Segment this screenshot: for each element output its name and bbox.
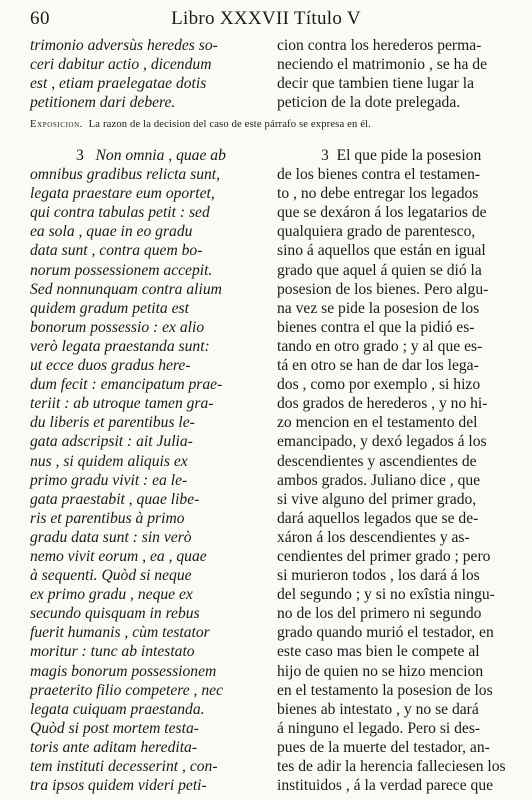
- spanish-line: neciendo el matrimonio , se ha de: [277, 56, 488, 74]
- spanish-line: en el testamento la posesion de los: [277, 681, 493, 699]
- latin-line: norum possessionem accepit.: [30, 261, 213, 279]
- spanish-line: que se dexáron á los legatarios de: [277, 204, 487, 222]
- latin-line: legata praestare eum oportet,: [30, 185, 215, 203]
- spanish-line: si vive alguno del primer grado,: [277, 490, 477, 508]
- latin-paragraph-3: [30, 146, 262, 795]
- spanish-line: ambos grados. Juliano dice , que: [277, 471, 481, 489]
- spanish-line: descendientes y ascendientes de: [277, 452, 477, 470]
- latin-line: gata adscripsit : ait Julia-: [30, 433, 193, 451]
- latin-line: Quòd si post mortem testa-: [30, 719, 199, 737]
- latin-line: quidem gradum petita est: [30, 299, 189, 317]
- latin-line: à sequenti. Quòd si neque: [30, 567, 192, 585]
- spanish-line: este caso mas bien le compete al: [277, 643, 480, 661]
- spanish-line: zo mencion en el testamento del: [277, 414, 478, 432]
- spanish-line: xáron á los descendientes y as-: [277, 528, 470, 546]
- spanish-line: cion contra los herederos perma-: [277, 37, 482, 54]
- spanish-line: to , no debe entregar los legados: [277, 185, 479, 203]
- latin-line: teriit : ab utroque tamen gra-: [30, 395, 214, 413]
- spanish-continuation: [277, 36, 505, 112]
- latin-line: nus , si quidem aliquis ex: [30, 452, 188, 470]
- spanish-line: grado quando murió el testador, en: [277, 624, 494, 642]
- spanish-line: pues de la muerte del testador, an-: [277, 738, 490, 756]
- spanish-line: qualquiera grado de parentesco,: [277, 223, 476, 241]
- latin-line: tra ipsos quidem videri peti-: [30, 777, 207, 795]
- latin-paragraph-first-line: [30, 146, 262, 165]
- spanish-line: del segundo ; y si no exîstia ningu-: [277, 586, 495, 604]
- latin-line: ut ecce duos gradus here-: [30, 357, 191, 375]
- latin-line: dum fecit : emancipatum prae-: [30, 376, 223, 394]
- spanish-line: hijo de quien no se hizo mencion: [277, 662, 484, 680]
- spanish-line: posesion de los bienes. Pero algu-: [277, 280, 489, 298]
- latin-line: est , etiam praelegatae dotis: [30, 75, 207, 93]
- latin-line: legata cuiquam praestanda.: [30, 700, 205, 718]
- paragraph-number: 3: [76, 147, 84, 164]
- latin-first-text: Non omnia , quae ab: [95, 147, 226, 164]
- paragraph-number-es: 3: [321, 147, 329, 164]
- latin-line: qui contra tabulas petit : sed: [30, 204, 210, 222]
- spanish-first-text: El que pide la posesion: [336, 147, 482, 164]
- latin-line: du liberis et parentibus le-: [30, 414, 195, 432]
- spanish-line: emancipado, y dexó legados á los: [277, 433, 487, 451]
- latin-line: data sunt , contra quem bo-: [30, 242, 203, 260]
- latin-line: omnibus gradibus relicta sunt,: [30, 166, 221, 184]
- latin-line: toris ante aditam heredita-: [30, 738, 198, 756]
- spanish-line: instituidos , á la verdad parece que: [277, 777, 494, 795]
- running-title: Libro XXXVII Título V: [171, 8, 361, 29]
- page-number: 60: [30, 8, 50, 29]
- spanish-line: bienes contra el que la pidió es-: [277, 318, 475, 336]
- spanish-line: decir que tambien tiene lugar la: [277, 75, 475, 93]
- latin-line: gata praestabit , quae libe-: [30, 490, 200, 508]
- spanish-line: no de los del primero ni segundo: [277, 605, 482, 623]
- latin-line: verò legata praestanda sunt:: [30, 337, 210, 355]
- spanish-line: si murieron todos , los dará á los: [277, 567, 480, 585]
- latin-line: secundo quisquam in rebus: [30, 605, 200, 623]
- latin-line: moritur : tunc ab intestato: [30, 643, 195, 661]
- latin-line: ris et parentibus à primo: [30, 509, 185, 527]
- latin-line: Sed nonnunquam contra alium: [30, 280, 222, 298]
- latin-line: bonorum possessio : ex alio: [30, 318, 205, 336]
- spanish-line: tando en otro grado ; y al que es-: [277, 337, 483, 355]
- spanish-line: na vez se pide la posesion de los: [277, 299, 480, 317]
- latin-line: tem instituti decesserint , con-: [30, 758, 218, 775]
- latin-line: petitionem dari debere.: [30, 94, 176, 112]
- spanish-line: dará aquellos legados que se de-: [277, 509, 479, 527]
- latin-line: ea sola , quae in eo gradu: [30, 223, 193, 241]
- exposicion-note: [30, 119, 508, 130]
- latin-line: gradu data sunt : sin verò: [30, 528, 192, 546]
- latin-line: trimonio adversùs heredes so-: [30, 37, 218, 54]
- spanish-line: de los bienes contra el testamen-: [277, 166, 481, 184]
- spanish-line: sino á aquellos que están en igual: [277, 242, 486, 260]
- latin-line: praeterito filio competere , nec: [30, 681, 223, 699]
- latin-line: nemo vivit eorum , ea , quae: [30, 547, 207, 565]
- spanish-paragraph-3: [277, 146, 505, 795]
- spanish-paragraph-first-line: [277, 146, 505, 165]
- spanish-line: grado que aquel á quien se dió la: [277, 261, 482, 279]
- exposicion-text: La razon de la decision del caso de este párrafo se expresa en él.: [88, 119, 371, 130]
- latin-continuation: [30, 36, 262, 112]
- spanish-line: dos , como por exemplo , si hizo: [277, 376, 481, 394]
- spanish-line: dos grados de herederos , y no hi-: [277, 395, 488, 413]
- latin-line: ceri dabitur actio , dicendum: [30, 56, 212, 74]
- spanish-line: bienes ab intestato , y no se dará: [277, 700, 479, 718]
- latin-line: primo gradu vivit : ea le-: [30, 471, 188, 489]
- spanish-line: peticion de la dote prelegada.: [277, 94, 461, 112]
- exposicion-label: Exposicion.: [30, 119, 84, 130]
- spanish-line: cendientes del primer grado ; pero: [277, 547, 491, 565]
- spanish-line: á ninguno el legado. Pero si des-: [277, 719, 481, 737]
- spanish-line: tá en otro se han de dar los lega-: [277, 357, 479, 375]
- spanish-line: tes de adir la herencia falleciesen los: [277, 758, 506, 775]
- latin-line: fuerit humanis , cùm testator: [30, 624, 210, 642]
- latin-line: magis bonorum possessionem: [30, 662, 217, 680]
- latin-line: ex primo gradu , neque ex: [30, 586, 193, 604]
